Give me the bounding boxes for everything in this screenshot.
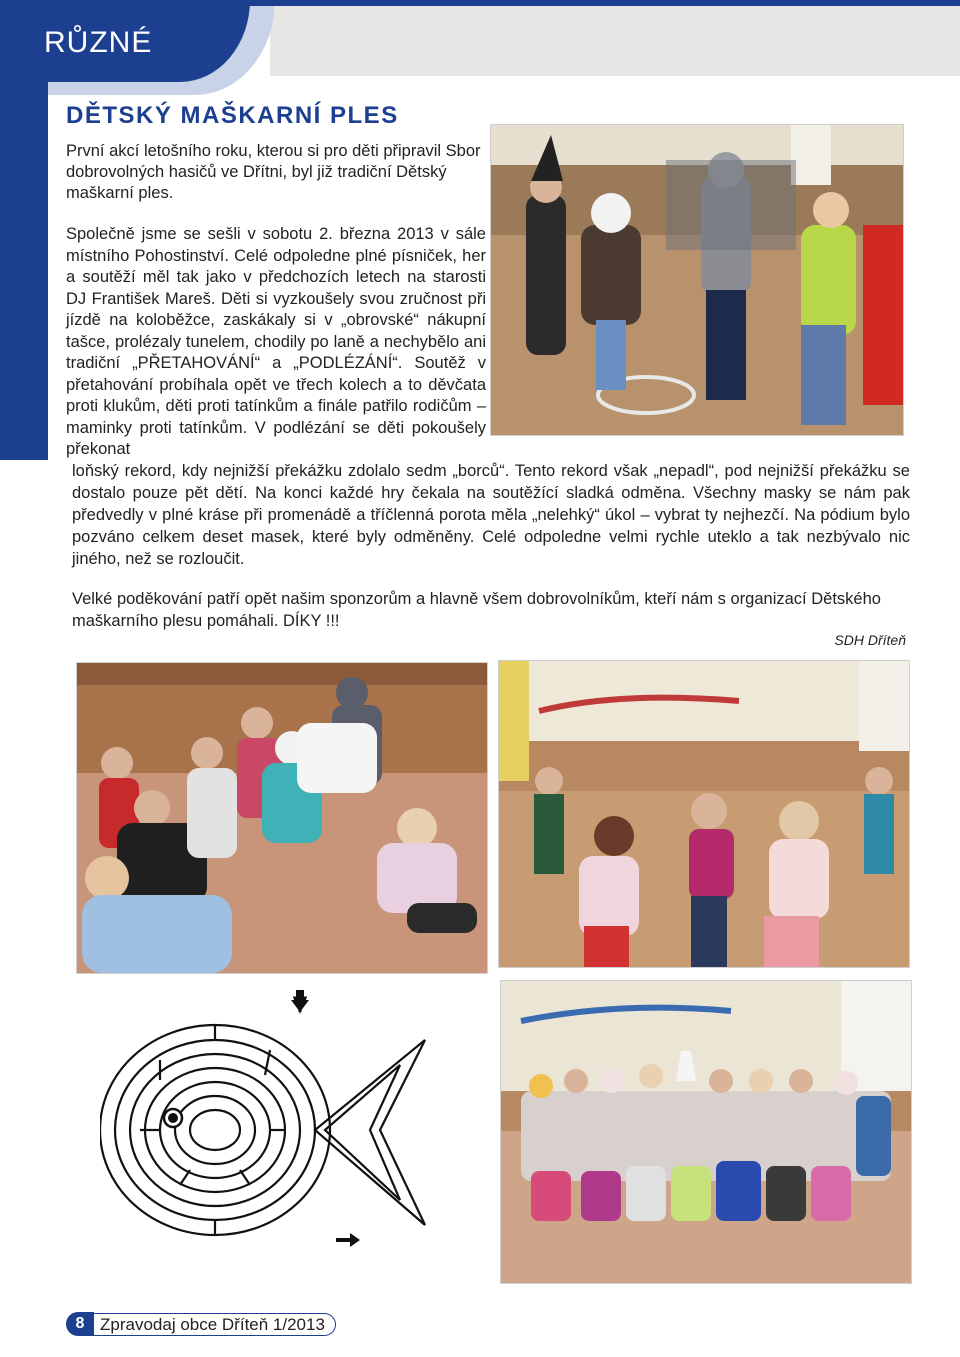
photo-kids-on-floor [76,662,488,974]
photo-dance-circle [498,660,910,968]
article-title: DĚTSKÝ MAŠKARNÍ PLES [66,102,399,129]
article-paragraph-wide: loňský rekord, kdy nejnižší překážku zdolalo sedm „borců“. Tento rekord však „nepadl“, pod nejnižší překážku se dostalo pouze pět dětí. Na konci každé hry čekala na soutěžící sladká odměna. Všechny masky se nám pak předvedly v plné kráse při promenádě a tříčlenná porota měla „nelehký“ úkol – vybrat ty nejhezčí. Na pódium bylo pozváno celkem deset masek, které byly odměněny. Celé odpoledne velmi rychle uteklo a tak nezbývalo nic jiného, než se rozloučit. [72,462,910,568]
top-strip [0,0,960,6]
arrow-down-icon [291,990,309,1012]
publication-name: Zpravodaj obce Dřítеň 1/2013 [94,1313,336,1336]
article-paragraph-top: Společně jsme se sešli v sobotu 2. března 2013 v sále místního Pohostinství. Celé odpoledne plné písniček, her a soutěží měl tak jako v předchozích letech na starosti DJ František Mareš. Děti si vyzkoušely svou zručnost při jízdě na koloběžce, zaskákaly si v „obrovské“ nákupní tašce, prolézaly tunelem, chodily po laně a nechybělo ani tradiční „PŘETAHOVÁNÍ“ a „PODLÉZÁNÍ“. Soutěž v přetahování probíhala opět ve třech kolech a to děvčata proti klukům, děti proti tatínkům a finále patřilo rodičům – maminky proti tatínkům. V podlézání se děti pokoušely překonat [66,225,486,458]
arrow-right-icon [336,1233,360,1247]
fish-maze-icon [100,990,440,1280]
left-accent-bar [0,80,48,460]
article-lead: První akcí letošního roku, kterou si pro děti připravil Sbor dobrovolných hasičů ve Dřítni, byl již tradiční Dětský maškarní ples. [66,142,481,202]
section-title: RŮZNÉ [44,26,153,59]
page-footer [66,1312,336,1336]
article-thanks: Velké poděkování patří opět našim sponzorům a hlavně všem dobrovolníkům, kteří nám s organizací Dětského maškarního plesu pomáhali. DÍKY !!! [72,590,881,630]
header-background [270,6,960,76]
page-number: 8 [66,1312,94,1336]
photo-hoop-game [490,124,904,436]
photo-group-of-masks [500,980,912,1284]
article-signature: SDH Dřítеň [834,632,906,648]
